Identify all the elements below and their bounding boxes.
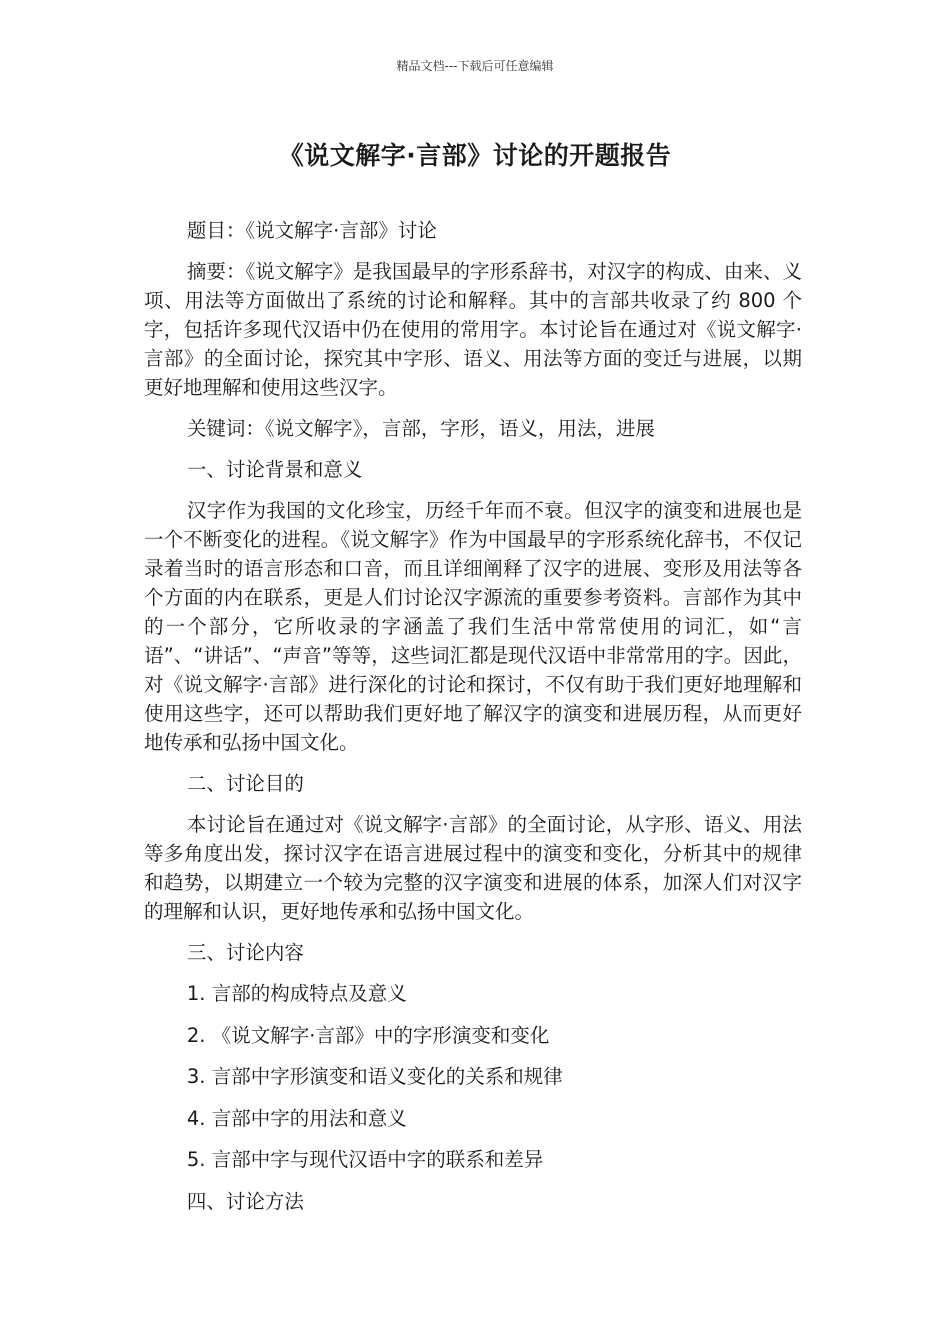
purpose-paragraph: 本讨论旨在通过对《说文解字·言部》的全面讨论，从字形、语义、用法等多角度出发，探讨汉字在语言进展过程中的演变和变化，分析其中的规律和趋势，以期建立一个较为完整的汉字演变和进展的体系，加深人们对汉字的理解和认识，更好地传承和弘扬中国文化。 [144, 813, 802, 923]
document-body [144, 216, 802, 1228]
background-paragraph: 汉字作为我国的文化珍宝，历经千年而不衰。但汉字的演变和进展也是一个不断变化的进程。《说文解字》作为中国最早的字形系统化辞书，不仅记录着当时的语言形态和口音，而且详细阐释了汉字的进展、变形及用法等各个方面的内在联系，更是人们讨论汉字源流的重要参考资料。言部作为其中的一个部分，它所收录的字涵盖了我们生活中常常使用的词汇，如“言语”、“讲话”、“声音”等等，这些词汇都是现代汉语中非常常用的字。因此，对《说文解字·言部》进行深化的讨论和探讨，不仅有助于我们更好地理解和使用这些字，还可以帮助我们更好地了解汉字的演变和进展历程，从而更好地传承和弘扬中国文化。 [144, 499, 802, 754]
section-heading-background: 一、讨论背景和意义 [186, 458, 363, 481]
list-item: 1. 言部的构成特点及意义 [186, 982, 407, 1005]
content-list [144, 979, 802, 1174]
document-title: 《说文解字·言部》讨论的开题报告 [278, 141, 672, 170]
section-heading-content: 三、讨论内容 [186, 941, 304, 964]
abstract-paragraph: 摘要：《说文解字》是我国最早的字形系辞书，对汉字的构成、由来、义项、用法等方面做出了系统的讨论和解释。其中的言部共收录了约 800 个字，包括许多现代汉语中仍在使用的常用字。本讨论旨在通过对《说文解字·言部》的全面讨论，探究其中字形、语义、用法等方面的变迁与进展，以期更好地理解和使用这些汉字。 [144, 260, 802, 399]
header-note: 精品文档---下载后可任意编辑 [396, 59, 554, 73]
list-item: 2. 《说文解字·言部》中的字形演变和变化 [186, 1023, 550, 1047]
list-item: 3. 言部中字形演变和语义变化的关系和规律 [186, 1065, 563, 1088]
keywords-line: 关键词：《说文解字》，言部，字形，语义，用法，进展 [186, 417, 655, 440]
section-heading-method: 四、讨论方法 [186, 1189, 304, 1213]
list-item: 5. 言部中字与现代汉语中字的联系和差异 [186, 1148, 544, 1171]
list-item: 4. 言部中字的用法和意义 [186, 1106, 407, 1130]
topic-line: 题目：《说文解字·言部》讨论 [186, 219, 437, 242]
section-heading-purpose: 二、讨论目的 [186, 772, 304, 795]
